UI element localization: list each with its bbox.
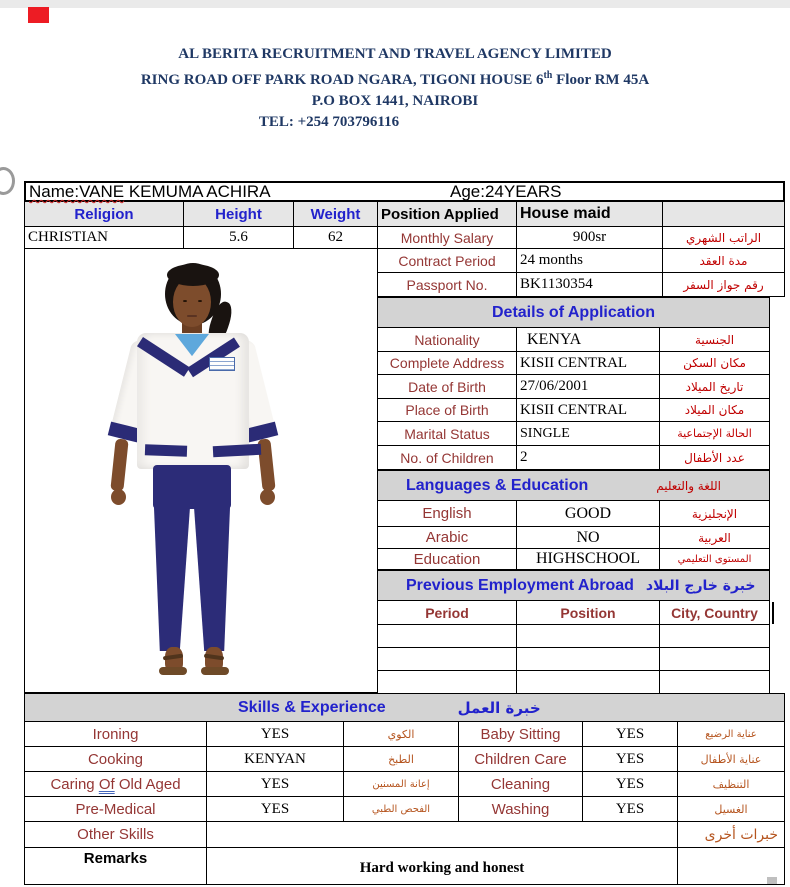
employment-empty-row (378, 648, 785, 671)
remarks-text: Hard working and honest (207, 848, 678, 885)
caring-pre: Caring (50, 775, 99, 793)
arabic-label: Arabic (378, 527, 517, 549)
photo-hair-fringe (167, 264, 219, 286)
pob-value: KISII CENTRAL (517, 399, 660, 422)
name-rest: KEMUMA ACHIRA (124, 182, 271, 201)
candidate-photo (25, 249, 378, 693)
washing-value: YES (583, 797, 678, 822)
education-row (378, 549, 785, 570)
washing-label: Washing (459, 797, 583, 822)
children-row (378, 446, 785, 470)
children-care-label: Children Care (459, 747, 583, 772)
photo-left-eye (183, 300, 187, 302)
contract-label: Contract Period (378, 249, 517, 273)
empty-period-cell (378, 671, 517, 693)
photo-right-pocket-trim (213, 444, 262, 457)
cleaning-value: YES (583, 772, 678, 797)
pob-arabic: مكان الميلاد (660, 399, 770, 422)
dob-arabic: تاريخ الميلاد (660, 375, 770, 399)
nationality-value: KENYA (517, 328, 660, 352)
employment-title: Previous Employment Abroad (406, 576, 634, 594)
caring-post: Old Aged (114, 775, 181, 793)
city-country-header: City, Country (660, 601, 770, 625)
languages-title: Languages & Education (406, 476, 589, 494)
photo-chest-badge (209, 357, 235, 371)
vitals-header-row (25, 202, 378, 227)
passport-label: Passport No. (378, 273, 517, 297)
religion-value: CHRISTIAN (25, 227, 184, 249)
contract-row (378, 249, 785, 273)
cleaning-arabic: التنظيف (678, 772, 785, 797)
contract-arabic: مدة العقد (663, 249, 785, 273)
agency-address-ordinal: th (543, 70, 553, 81)
contract-value: 24 months (517, 249, 663, 273)
empty-city-cell (660, 671, 770, 693)
candidate-age: Age:24YEARS (450, 182, 562, 201)
agency-address-text: RING ROAD OFF PARK ROAD NGARA, TIGONI HOUSE 6 (140, 72, 544, 88)
skills-title-arabic: خبرة العمل (457, 698, 541, 717)
agency-address-tail: Floor RM 45A (552, 72, 650, 88)
passport-row (378, 273, 785, 297)
pre-medical-arabic: الفحص الطبي (344, 797, 459, 822)
photo-left-forearm (110, 438, 128, 491)
caring-old-aged-arabic: إعانة المسنين (344, 772, 459, 797)
arabic-row (378, 527, 785, 549)
salary-arabic: الراتب الشهري (663, 227, 785, 249)
english-label: English (378, 501, 517, 527)
languages-section-header (378, 470, 770, 501)
dob-label: Date of Birth (378, 375, 517, 399)
cleaning-label: Cleaning (459, 772, 583, 797)
position-row (378, 202, 785, 227)
position-label: Position Applied (378, 202, 517, 227)
photo-left-leg (151, 493, 191, 651)
caring-old-aged-value: YES (207, 772, 344, 797)
position-value: House maid (517, 202, 663, 227)
name-spellcheck: Name:VANE (29, 182, 125, 201)
marital-row (378, 422, 785, 446)
address-label: Complete Address (378, 352, 517, 375)
children-value: 2 (517, 446, 660, 470)
pob-label: Place of Birth (378, 399, 517, 422)
children-care-value: YES (583, 747, 678, 772)
languages-title-arabic: اللغة والتعليم (656, 478, 721, 493)
marital-label: Marital Status (378, 422, 517, 446)
education-value: HIGHSCHOOL (517, 549, 660, 570)
salary-value: 900sr (517, 227, 663, 249)
cooking-value: KENYAN (207, 747, 344, 772)
employment-empty-row (378, 671, 785, 693)
employment-header-row (378, 601, 785, 625)
position-arabic-empty (663, 202, 785, 227)
marital-value: SINGLE (517, 422, 660, 446)
washing-arabic: الغسيل (678, 797, 785, 822)
photo-right-hand (260, 489, 275, 505)
page-top-strip (0, 0, 790, 8)
position-col-header: Position (517, 601, 660, 625)
photo-left-pocket-trim (145, 444, 187, 456)
agency-phone: TEL: +254 703796116 (258, 114, 400, 130)
address-arabic: مكان السكن (660, 352, 770, 375)
right-column (378, 202, 785, 693)
name-row (24, 181, 785, 202)
photo-mouth (187, 315, 197, 317)
education-label: Education (378, 549, 517, 570)
other-skills-row (24, 822, 785, 848)
ironing-label: Ironing (25, 722, 207, 747)
passport-arabic: رقم جواز السفر (663, 273, 785, 297)
caring-grammar-mark: Of (98, 775, 115, 793)
other-skills-label: Other Skills (25, 822, 207, 848)
details-section-header (378, 297, 770, 328)
pre-medical-label: Pre-Medical (25, 797, 207, 822)
caring-old-aged-label (25, 772, 207, 797)
arabic-arabic: العربية (660, 527, 770, 549)
agency-pobox: P.O BOX 1441, NAIROBI (311, 93, 479, 109)
weight-header: Weight (294, 202, 378, 227)
baby-sitting-label: Baby Sitting (459, 722, 583, 747)
photo-left-hand (111, 489, 126, 505)
other-skills-arabic: خبرات أخرى (678, 822, 785, 848)
skills-title: Skills & Experience (238, 698, 386, 716)
skills-row-caring (24, 772, 785, 797)
photo-right-eye (198, 300, 202, 302)
photo-right-sandal (201, 667, 229, 675)
remarks-label: Remarks (25, 848, 207, 885)
nationality-row (378, 328, 785, 352)
baby-sitting-arabic: عناية الرضيع (678, 722, 785, 747)
left-column (24, 202, 378, 693)
agency-header (0, 44, 790, 133)
employment-title-arabic: خبرة خارج البلاد (645, 577, 756, 594)
skills-row-cooking (24, 747, 785, 772)
empty-position-cell (517, 648, 660, 671)
baby-sitting-value: YES (583, 722, 678, 747)
candidate-name (26, 183, 271, 200)
remarks-row (24, 848, 785, 885)
skills-row-ironing (24, 722, 785, 747)
arabic-value: NO (517, 527, 660, 549)
skills-section-header (24, 693, 785, 722)
empty-position-cell (517, 625, 660, 648)
passport-value: BK1130354 (517, 273, 663, 297)
cooking-label: Cooking (25, 747, 207, 772)
cooking-arabic: الطبخ (344, 747, 459, 772)
english-arabic: الإنجليزية (660, 501, 770, 527)
children-label: No. of Children (378, 446, 517, 470)
dob-row (378, 375, 785, 399)
weight-value: 62 (294, 227, 378, 249)
children-care-arabic: عناية الأطفال (678, 747, 785, 772)
english-value: GOOD (517, 501, 660, 527)
address-value: KISII CENTRAL (517, 352, 660, 375)
empty-period-cell (378, 625, 517, 648)
other-skills-value-empty (207, 822, 678, 848)
red-marker-artifact (28, 7, 49, 23)
agency-name: AL BERITA RECRUITMENT AND TRAVEL AGENCY LIMITED (178, 46, 612, 62)
empty-city-cell (660, 648, 770, 671)
agency-address (0, 65, 790, 91)
employment-section-header (378, 570, 770, 601)
nationality-label: Nationality (378, 328, 517, 352)
address-row (378, 352, 785, 375)
salary-row (378, 227, 785, 249)
details-title: Details of Application (492, 303, 655, 321)
ironing-value: YES (207, 722, 344, 747)
pob-row (378, 399, 785, 422)
children-arabic: عدد الأطفال (660, 446, 770, 470)
education-arabic: المستوى التعليمي (660, 549, 770, 570)
remarks-arabic-empty (678, 848, 785, 885)
pre-medical-value: YES (207, 797, 344, 822)
photo-right-leg (193, 493, 233, 651)
employment-empty-row (378, 625, 785, 648)
english-row (378, 501, 785, 527)
empty-period-cell (378, 648, 517, 671)
height-value: 5.6 (184, 227, 294, 249)
empty-position-cell (517, 671, 660, 693)
vitals-value-row (25, 227, 378, 249)
dob-value: 27/06/2001 (517, 375, 660, 399)
period-header: Period (378, 601, 517, 625)
religion-header: Religion (25, 202, 184, 227)
skills-row-premedical (24, 797, 785, 822)
ironing-arabic: الكوي (344, 722, 459, 747)
page-edge-artifact (0, 167, 15, 195)
photo-left-sandal (159, 667, 187, 675)
marital-arabic: الحالة الإجتماعية (660, 422, 770, 446)
height-header: Height (184, 202, 294, 227)
biodata-table (24, 181, 785, 885)
empty-city-cell (660, 625, 770, 648)
nationality-arabic: الجنسية (660, 328, 770, 352)
salary-label: Monthly Salary (378, 227, 517, 249)
